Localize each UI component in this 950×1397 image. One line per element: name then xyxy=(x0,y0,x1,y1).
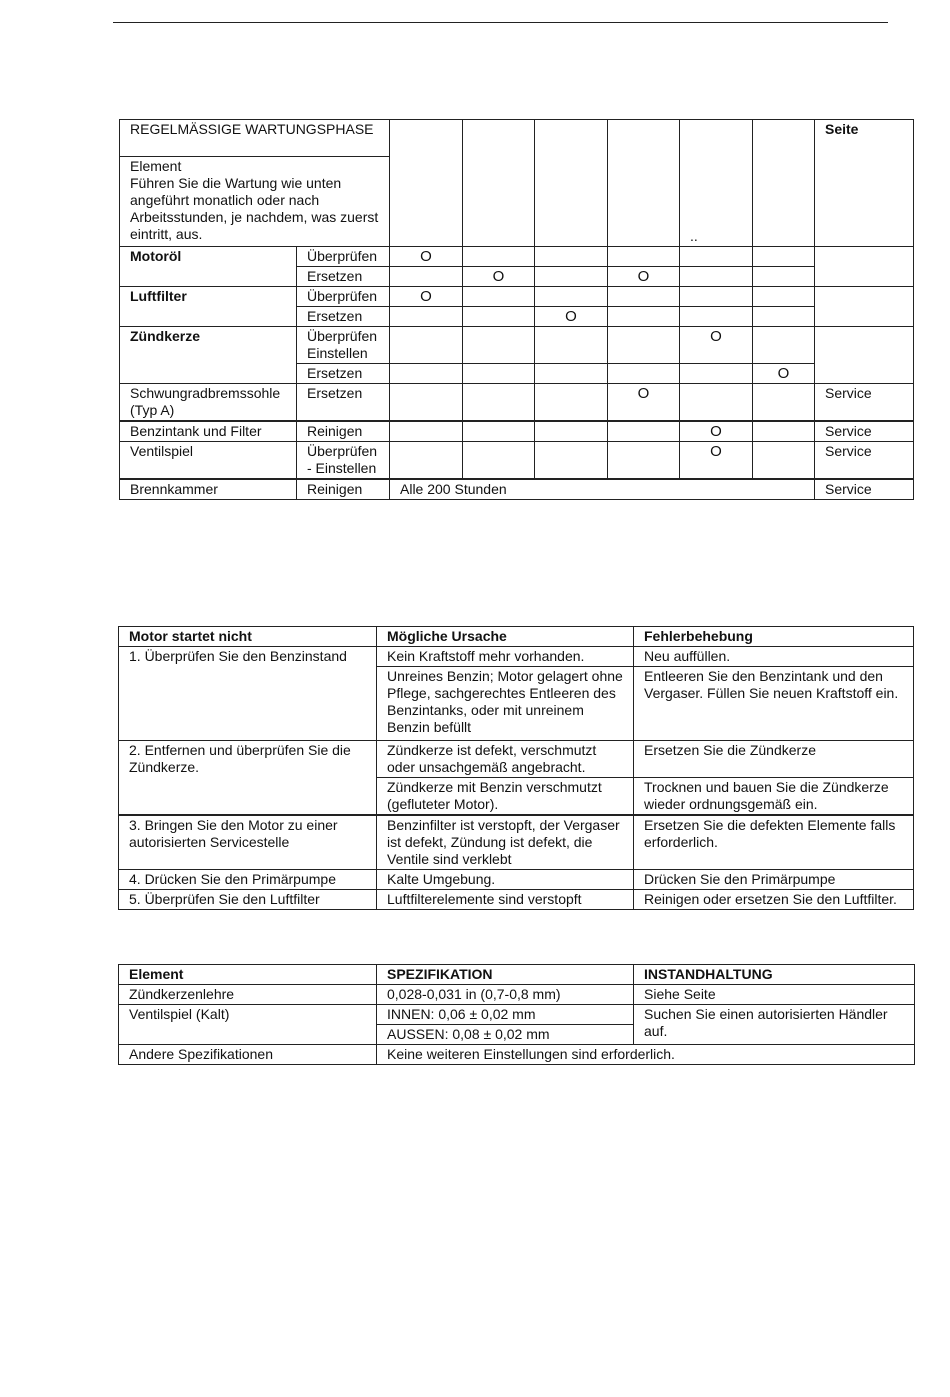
element-header xyxy=(120,157,390,247)
action: Ersetzen xyxy=(297,364,390,384)
col-header: Fehlerbehebung xyxy=(634,627,914,647)
element-name: Motoröl xyxy=(120,247,297,287)
interval-col-4 xyxy=(608,120,680,247)
element-name: Schwungradbremssohle (Typ A) xyxy=(120,384,297,422)
action: Überprüfen xyxy=(297,287,390,307)
page-header: Seite xyxy=(815,120,914,247)
spec-element: Zündkerzenlehre xyxy=(119,985,377,1005)
step-cell: 3. Bringen Sie den Motor zu einer autorisierten Servicestelle xyxy=(119,815,377,870)
fix-cell: Entleeren Sie den Benzintank und den Vergaser. Füllen Sie neuen Kraftstoff ein. xyxy=(634,667,914,741)
spec-element: Ventilspiel (Kalt) xyxy=(119,1005,377,1045)
page-cell xyxy=(815,247,914,287)
action: Ersetzen xyxy=(297,307,390,327)
page-cell: Service xyxy=(815,479,914,500)
fix-cell: Trocknen und bauen Sie die Zündkerze wieder ordnungsgemäß ein. xyxy=(634,778,914,816)
col-header: Element xyxy=(119,965,377,985)
element-name: Brennkammer xyxy=(120,479,297,500)
page-cell xyxy=(815,327,914,384)
troubleshoot-table xyxy=(118,626,914,910)
cause-cell: Zündkerze mit Benzin verschmutzt (gefluteter Motor). xyxy=(377,778,634,816)
check-mark: O xyxy=(390,287,463,307)
action: Überprüfen - Einstellen xyxy=(297,442,390,480)
cause-cell: Kalte Umgebung. xyxy=(377,870,634,890)
page-cell: Service xyxy=(815,384,914,422)
fix-cell: Ersetzen Sie die defekten Elemente falls erforderlich. xyxy=(634,815,914,870)
cause-cell: Luftfilterelemente sind verstopft xyxy=(377,890,634,910)
interval-col-3 xyxy=(535,120,608,247)
col-header: Mögliche Ursache xyxy=(377,627,634,647)
spec-value: Keine weiteren Einstellungen sind erforderlich. xyxy=(377,1045,915,1065)
cause-cell: Benzinfilter ist verstopft, der Vergaser ist defekt, Zündung ist defekt, die Ventile sind verklebt xyxy=(377,815,634,870)
check-mark: O xyxy=(390,247,463,267)
element-label: Element xyxy=(130,158,182,174)
element-name: Luftfilter xyxy=(120,287,297,327)
step-cell: 5. Überprüfen Sie den Luftfilter xyxy=(119,890,377,910)
dots: .. xyxy=(690,228,698,244)
check-mark: O xyxy=(680,327,753,364)
col-header: INSTANDHALTUNG xyxy=(634,965,915,985)
check-mark: O xyxy=(608,267,680,287)
spec-value: INNEN: 0,06 ± 0,02 mm xyxy=(377,1005,634,1025)
element-name: Benzintank und Filter xyxy=(120,421,297,442)
check-mark: O xyxy=(680,442,753,480)
interval-text: Alle 200 Stunden xyxy=(390,479,815,500)
spec-element: Andere Spezifikationen xyxy=(119,1045,377,1065)
action: Ersetzen xyxy=(297,267,390,287)
maintenance-table xyxy=(119,119,914,500)
spec-value: AUSSEN: 0,08 ± 0,02 mm xyxy=(377,1025,634,1045)
cause-cell: Kein Kraftstoff mehr vorhanden. xyxy=(377,647,634,667)
interval-col-1 xyxy=(390,120,463,247)
action: Überprüfen xyxy=(297,247,390,267)
action: Überprüfen Einstellen xyxy=(297,327,390,364)
spec-value: 0,028-0,031 in (0,7-0,8 mm) xyxy=(377,985,634,1005)
check-mark: O xyxy=(753,364,815,384)
fix-cell: Drücken Sie den Primärpumpe xyxy=(634,870,914,890)
action: Reinigen xyxy=(297,479,390,500)
top-rule xyxy=(113,22,888,23)
col-header: Motor startet nicht xyxy=(119,627,377,647)
interval-col-5 xyxy=(680,120,753,247)
element-name: Zündkerze xyxy=(120,327,297,384)
page-cell: Service xyxy=(815,421,914,442)
col-header: SPEZIFIKATION xyxy=(377,965,634,985)
element-desc: Führen Sie die Wartung wie unten angeführt monatlich oder nach Arbeitsstunden, je nachdem, was zuerst eintritt, aus. xyxy=(130,175,379,242)
page-cell xyxy=(815,287,914,327)
step-cell: 4. Drücken Sie den Primärpumpe xyxy=(119,870,377,890)
interval-col-6 xyxy=(753,120,815,247)
action: Ersetzen xyxy=(297,384,390,422)
step-cell: 2. Entfernen und überprüfen Sie die Zündkerze. xyxy=(119,741,377,816)
spec-maint: Suchen Sie einen autorisierten Händler auf. xyxy=(634,1005,915,1045)
fix-cell: Ersetzen Sie die Zündkerze xyxy=(634,741,914,778)
cause-cell: Zündkerze ist defekt, verschmutzt oder unsachgemäß angebracht. xyxy=(377,741,634,778)
page-cell: Service xyxy=(815,442,914,480)
element-name: Ventilspiel xyxy=(120,442,297,480)
check-mark: O xyxy=(535,307,608,327)
check-mark: O xyxy=(463,267,535,287)
cause-cell: Unreines Benzin; Motor gelagert ohne Pflege, sachgerechtes Entleeren des Benzintanks, oder mit unreinem Benzin befüllt xyxy=(377,667,634,741)
phase-title: REGELMÄSSIGE WARTUNGSPHASE xyxy=(120,120,390,157)
check-mark: O xyxy=(680,421,753,442)
fix-cell: Reinigen oder ersetzen Sie den Luftfilter. xyxy=(634,890,914,910)
action: Reinigen xyxy=(297,421,390,442)
step-cell: 1. Überprüfen Sie den Benzinstand xyxy=(119,647,377,741)
fix-cell: Neu auffüllen. xyxy=(634,647,914,667)
interval-col-2 xyxy=(463,120,535,247)
spec-maint: Siehe Seite xyxy=(634,985,915,1005)
spec-table xyxy=(118,964,915,1065)
check-mark: O xyxy=(608,384,680,422)
